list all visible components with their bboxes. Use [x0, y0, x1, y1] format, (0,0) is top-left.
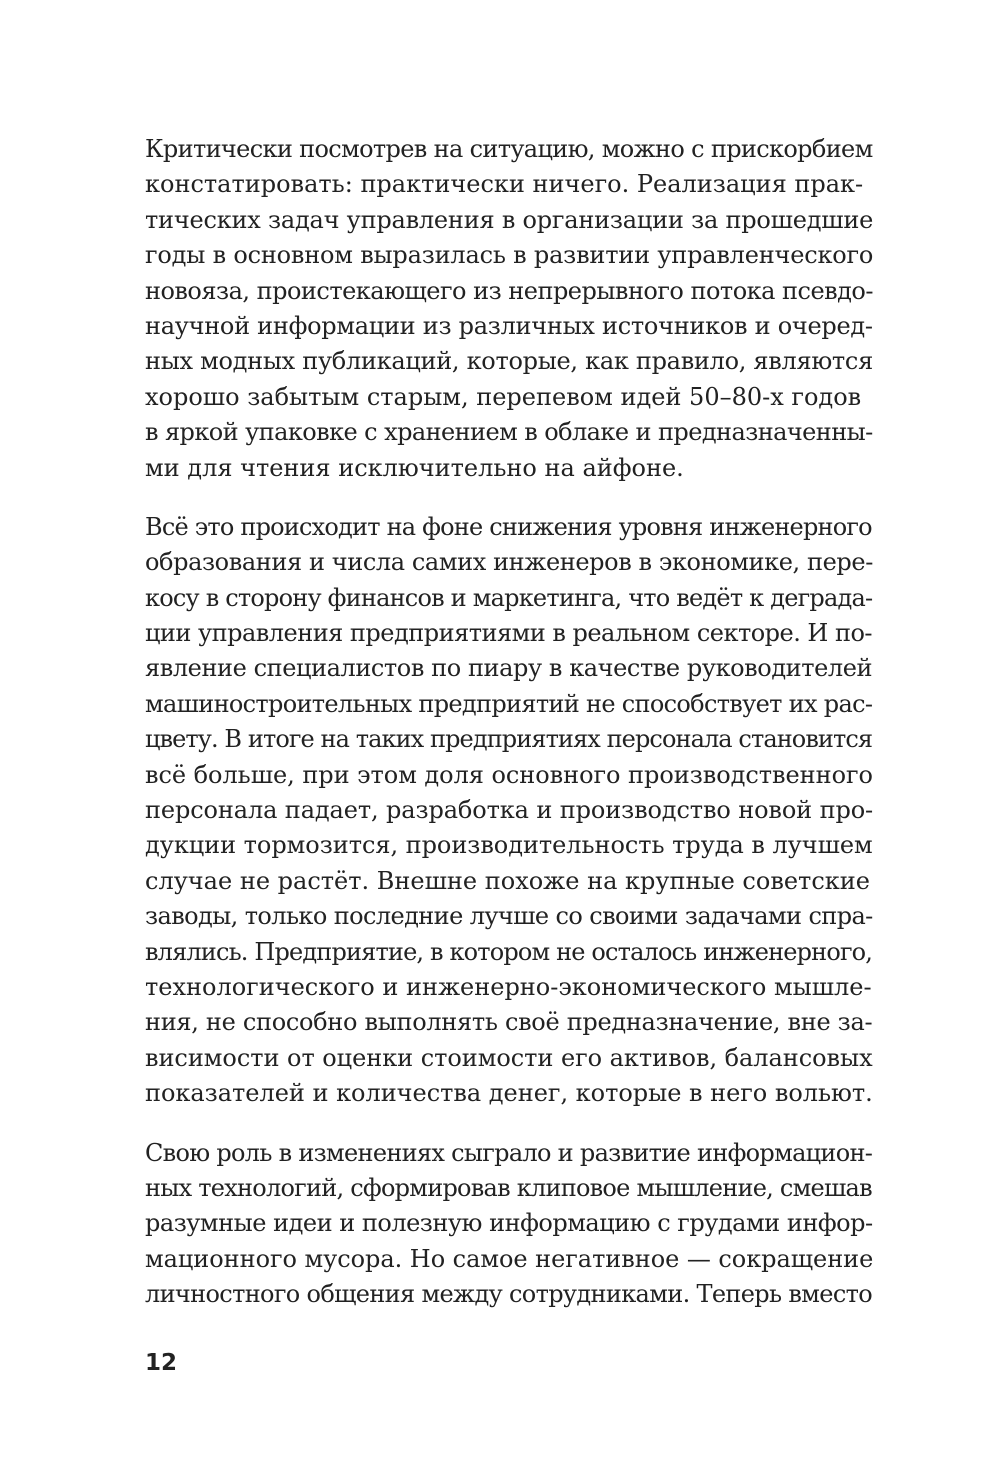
text-line: разумные идеи и полезную информацию с грудами инфор- — [145, 1209, 873, 1238]
text-line: годы в основном выразилась в развитии управленческого — [145, 241, 874, 270]
text-line: Критически посмотрев на ситуацию, можно с прискорбием — [145, 135, 873, 163]
text-line: ции управления предприятиями в реальном секторе. И по- — [145, 619, 873, 648]
text-line: ми для чтения исключительно на айфоне. — [145, 453, 684, 482]
text-line: ных технологий, сформировав клиповое мышление, смешав — [145, 1173, 872, 1202]
text-line: Свою роль в изменениях сыграло и развитие информацион- — [145, 1138, 873, 1167]
text-line: новояза, проистекающего из непрерывного потока псевдо- — [145, 276, 873, 305]
text-line: случае не растёт. Внешне похоже на крупные советские — [145, 866, 870, 895]
paragraph-1 — [145, 132, 873, 486]
text-line: висимости от оценки стоимости его активов, балансовых — [145, 1043, 873, 1072]
text-line: дукции тормозится, производительность труда в лучшем — [145, 831, 873, 860]
text-line: хорошо забытым старым, перепевом идей 50–80-х годов — [145, 382, 862, 411]
page-number: 12 — [145, 1350, 178, 1376]
text-line: машиностроительных предприятий не способствует их рас- — [145, 689, 873, 718]
text-line: ния, не способно выполнять своё предназначение, вне за- — [145, 1008, 873, 1037]
text-line: заводы, только последние лучше со своими задачами спра- — [145, 902, 873, 931]
text-line: ных модных публикаций, которые, как правило, являются — [145, 347, 873, 376]
paragraph-2 — [145, 510, 873, 1112]
text-line: всё больше, при этом доля основного производственного — [145, 760, 873, 789]
text-line: цвету. В итоге на таких предприятиях персонала становится — [145, 725, 873, 754]
text-line: в яркой упаковке с хранением в облаке и предназначенны- — [145, 418, 873, 447]
text-line: научной информации из различных источников и очеред- — [145, 311, 873, 340]
text-line: косу в сторону финансов и маркетинга, что ведёт к деграда- — [145, 583, 873, 612]
text-line: личностного общения между сотрудниками. Теперь вместо — [145, 1280, 873, 1309]
text-line: констатировать: практически ничего. Реализация прак- — [145, 170, 864, 199]
text-line: технологического и инженерно-экономического мышле- — [145, 972, 872, 1001]
text-line: образования и числа самих инженеров в экономике, пере- — [145, 548, 873, 577]
text-line: мационного мусора. Но самое негативное — сокращение — [145, 1244, 874, 1273]
page-body — [145, 132, 873, 1313]
text-line: Всё это происходит на фоне снижения уровня инженерного — [145, 512, 872, 541]
text-line: явление специалистов по пиару в качестве руководителей — [145, 654, 873, 683]
paragraph-3 — [145, 1136, 873, 1313]
text-line: персонала падает, разработка и производство новой про- — [145, 796, 874, 825]
text-line: влялись. Предприятие, в котором не осталось инженерного, — [145, 937, 873, 966]
text-line: тических задач управления в организации за прошедшие — [145, 205, 874, 234]
text-line: показателей и количества денег, которые в него вольют. — [145, 1079, 873, 1108]
